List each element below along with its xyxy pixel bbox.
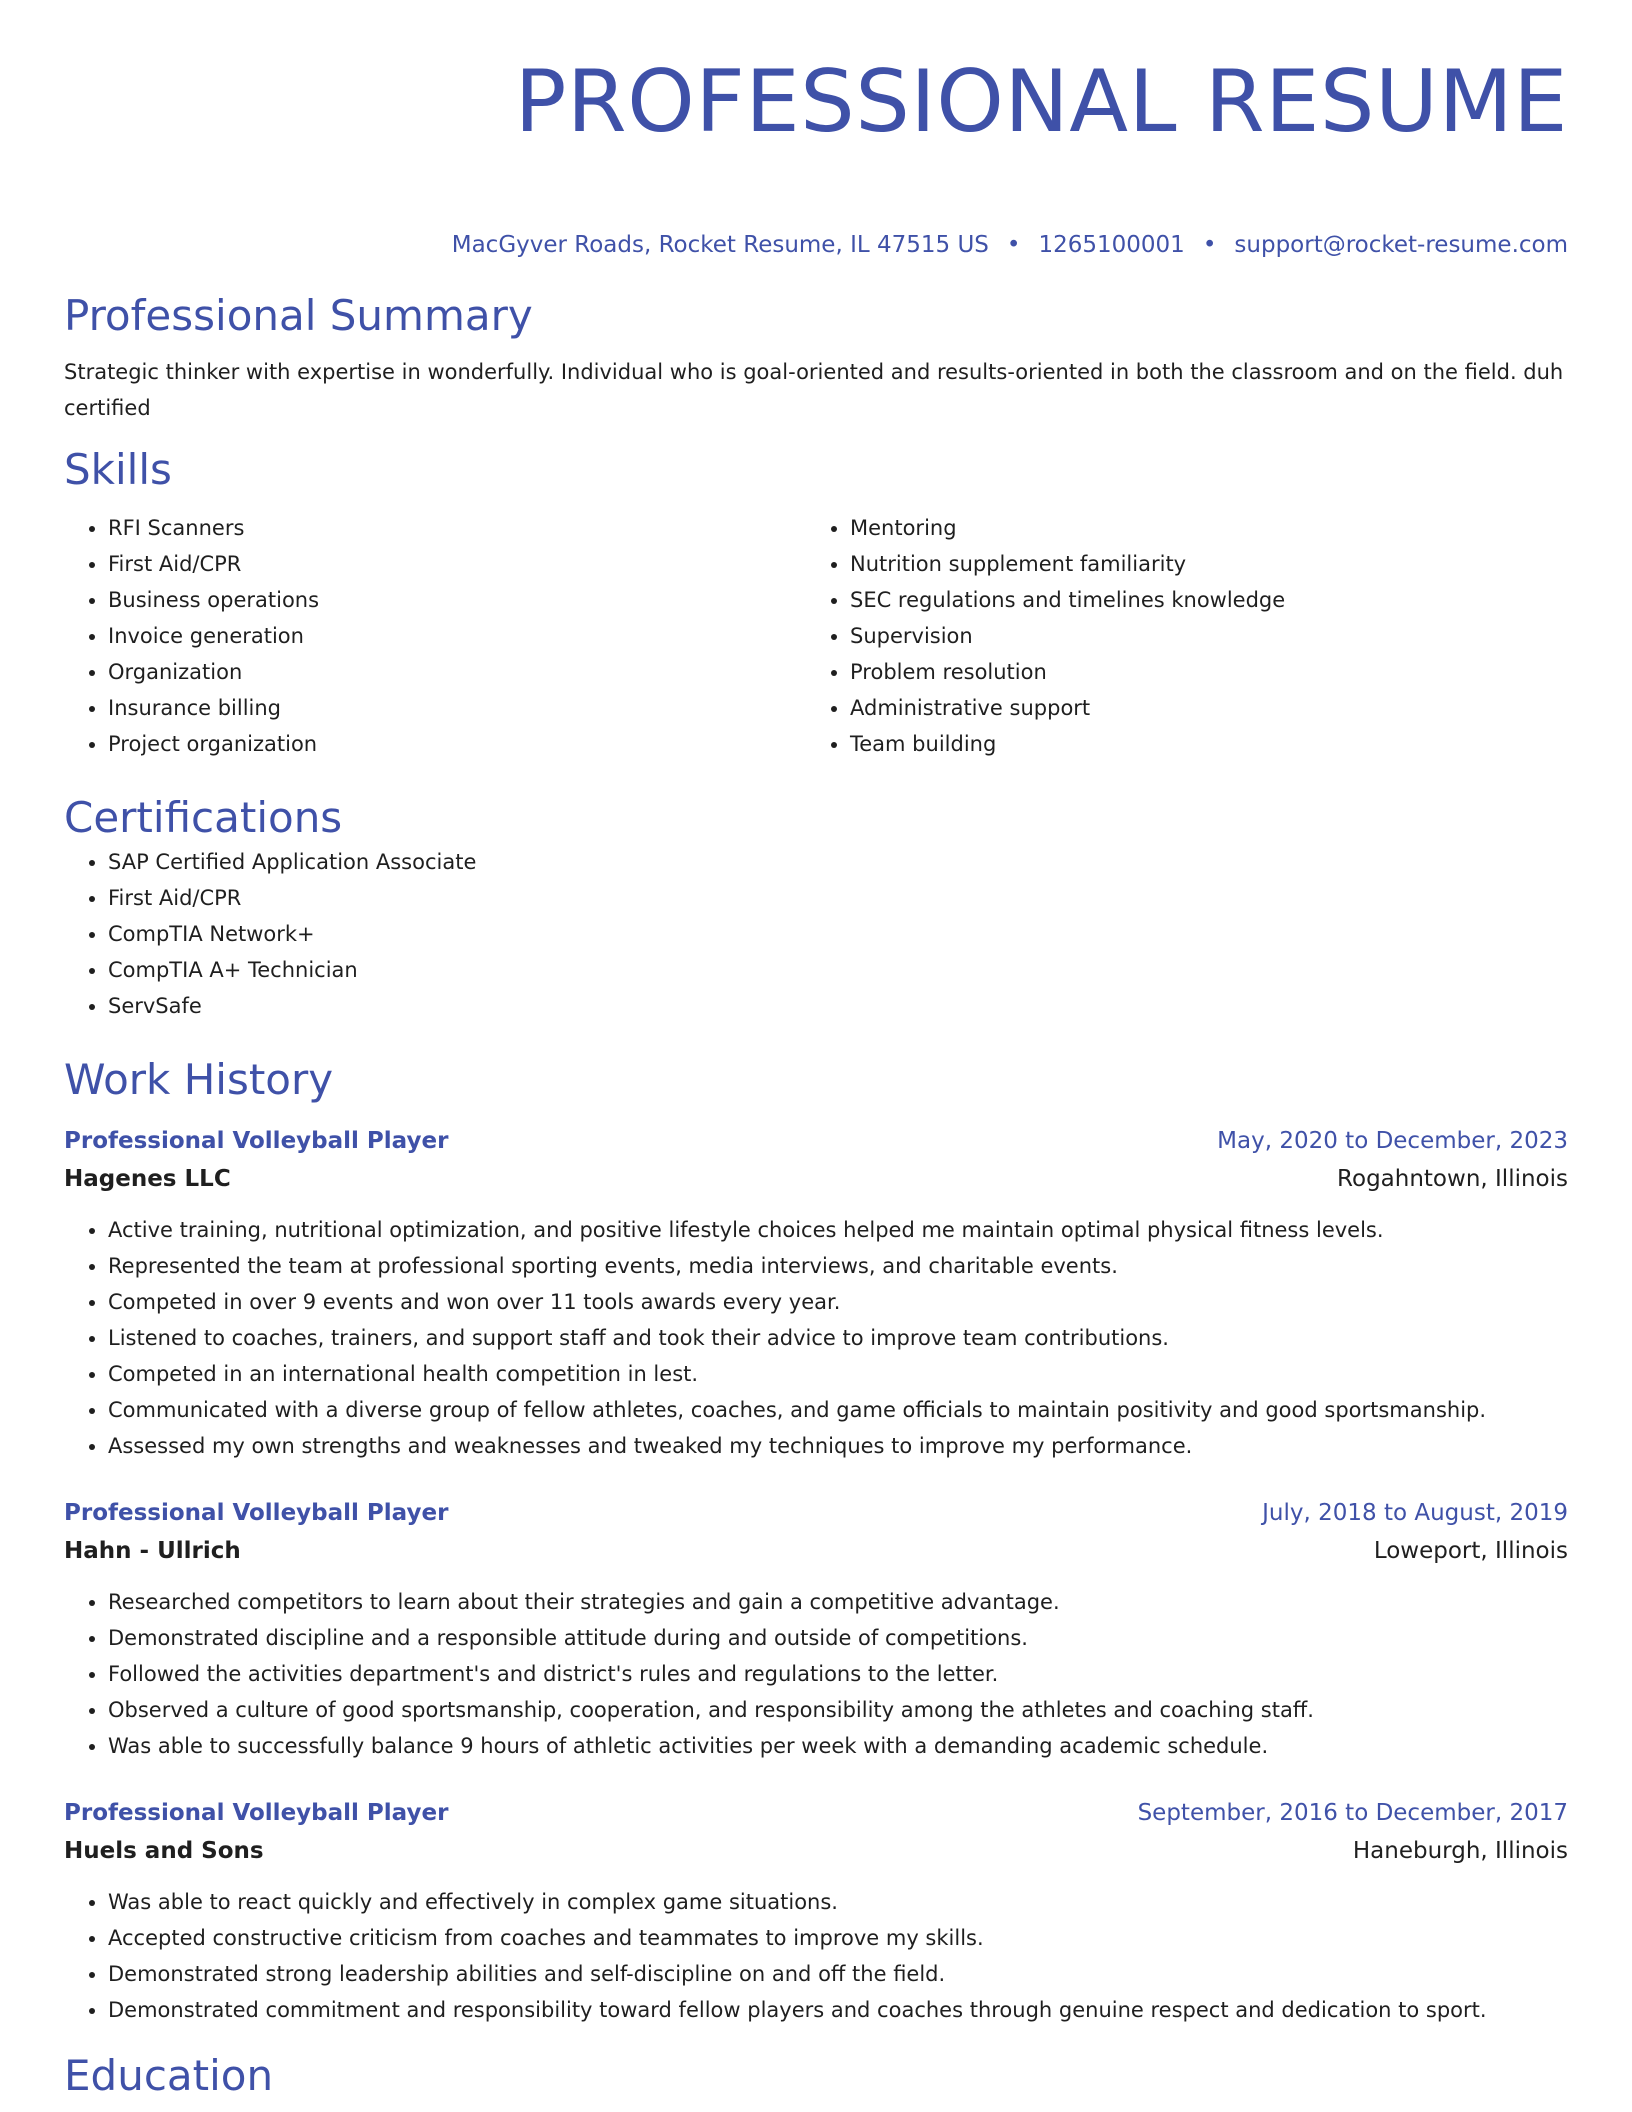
- skills-list-right: [806, 510, 1548, 762]
- job-location: Loweport, Illinois: [1373, 1538, 1568, 1564]
- skills-column-left: [64, 510, 806, 762]
- job-entry: [64, 1794, 1568, 2028]
- job-bullet: • Researched competitors to learn about their strategies and gain a competitive advantage.: [108, 1584, 1568, 1620]
- education-heading: Education: [64, 2051, 274, 2100]
- job-bullet: • Active training, nutritional optimization, and positive lifestyle choices helped me maintain optimal physical fitness levels.: [108, 1212, 1568, 1248]
- job-bullet: • Was able to successfully balance 9 hours of athletic activities per week with a demanding academic schedule.: [108, 1728, 1568, 1764]
- contact-separator: •: [1202, 232, 1217, 258]
- skill-item: • First Aid/CPR: [108, 546, 806, 582]
- job-bullets: [64, 1212, 1568, 1464]
- job-bullet: • Assessed my own strengths and weaknesses and tweaked my techniques to improve my performance.: [108, 1428, 1568, 1464]
- job-bullet: • Listened to coaches, trainers, and support staff and took their advice to improve team contributions.: [108, 1320, 1568, 1356]
- skill-item: • SEC regulations and timelines knowledge: [850, 582, 1548, 618]
- skill-item: • Organization: [108, 654, 806, 690]
- job-company: Huels and Sons: [64, 1838, 264, 1864]
- job-company: Hagenes LLC: [64, 1166, 231, 1192]
- skill-item: • Mentoring: [850, 510, 1548, 546]
- certification-item: • SAP Certified Application Associate: [108, 844, 1568, 880]
- skill-item: • Project organization: [108, 726, 806, 762]
- job-dates: September, 2016 to December, 2017: [1137, 1800, 1568, 1826]
- job-header-row: [64, 1122, 1568, 1160]
- job-bullet: • Accepted constructive criticism from coaches and teammates to improve my skills.: [108, 1920, 1568, 1956]
- job-header-row: [64, 1794, 1568, 1832]
- skill-item: • Supervision: [850, 618, 1548, 654]
- job-company: Hahn - Ullrich: [64, 1538, 241, 1564]
- job-bullet: • Communicated with a diverse group of fellow athletes, coaches, and game officials to maintain positivity and good sportsmanship.: [108, 1392, 1568, 1428]
- job-bullet: • Competed in an international health competition in lest.: [108, 1356, 1568, 1392]
- certifications-list: [64, 844, 1568, 1024]
- job-company-row: [64, 1532, 1568, 1570]
- summary-heading: Professional Summary: [64, 291, 533, 340]
- skills-grid: [64, 510, 1568, 762]
- skill-item: • Team building: [850, 726, 1548, 762]
- job-title: Professional Volleyball Player: [64, 1500, 449, 1526]
- job-bullets: [64, 1584, 1568, 1764]
- skills-list-left: [64, 510, 806, 762]
- job-bullet: • Demonstrated strong leadership abilities and self-discipline on and off the field.: [108, 1956, 1568, 1992]
- certification-item: • CompTIA A+ Technician: [108, 952, 1568, 988]
- job-location: Rogahntown, Illinois: [1337, 1166, 1568, 1192]
- job-title: Professional Volleyball Player: [64, 1800, 449, 1826]
- job-title: Professional Volleyball Player: [64, 1128, 449, 1154]
- job-company-row: [64, 1160, 1568, 1198]
- job-bullet: • Was able to react quickly and effectively in complex game situations.: [108, 1884, 1568, 1920]
- job-entry: [64, 1494, 1568, 1764]
- job-entry: [64, 1122, 1568, 1464]
- contact-line: [64, 230, 1568, 260]
- contact-email[interactable]: support@rocket-resume.com: [1234, 232, 1568, 258]
- job-header-row: [64, 1494, 1568, 1532]
- job-bullet: • Demonstrated commitment and responsibility toward fellow players and coaches through genuine respect and dedication to sport.: [108, 1992, 1568, 2028]
- skill-item: • Business operations: [108, 582, 806, 618]
- job-dates: July, 2018 to August, 2019: [1262, 1500, 1568, 1526]
- skills-column-right: [806, 510, 1548, 762]
- job-bullet: • Competed in over 9 events and won over 11 tools awards every year.: [108, 1284, 1568, 1320]
- certification-item: • ServSafe: [108, 988, 1568, 1024]
- skill-item: • Administrative support: [850, 690, 1548, 726]
- skill-item: • Problem resolution: [850, 654, 1548, 690]
- certifications-heading: Certifications: [64, 793, 343, 842]
- job-bullet: • Demonstrated discipline and a responsible attitude during and outside of competitions.: [108, 1620, 1568, 1656]
- job-dates: May, 2020 to December, 2023: [1217, 1128, 1568, 1154]
- job-company-row: [64, 1832, 1568, 1870]
- certification-item: • CompTIA Network+: [108, 916, 1568, 952]
- skill-item: • Insurance billing: [108, 690, 806, 726]
- contact-separator: •: [1006, 232, 1021, 258]
- skill-item: • Invoice generation: [108, 618, 806, 654]
- skills-heading: Skills: [64, 445, 172, 494]
- job-bullet: • Observed a culture of good sportsmanship, cooperation, and responsibility among the athletes and coaching staff.: [108, 1692, 1568, 1728]
- job-location: Haneburgh, Illinois: [1352, 1838, 1568, 1864]
- job-bullets: [64, 1884, 1568, 2028]
- skill-item: • Nutrition supplement familiarity: [850, 546, 1548, 582]
- certification-item: • First Aid/CPR: [108, 880, 1568, 916]
- summary-text: Strategic thinker with expertise in wonderfully. Individual who is goal-oriented and results-oriented in both the classroom and on the field. duh certified: [64, 360, 1564, 420]
- job-bullet: • Followed the activities department's and district's rules and regulations to the letter.: [108, 1656, 1568, 1692]
- page-title: PROFESSIONAL RESUME: [514, 52, 1568, 152]
- skill-item: • RFI Scanners: [108, 510, 806, 546]
- job-bullet: • Represented the team at professional sporting events, media interviews, and charitable events.: [108, 1248, 1568, 1284]
- work-history-heading: Work History: [64, 1055, 334, 1104]
- contact-phone: 1265100001: [1038, 232, 1185, 258]
- contact-address: MacGyver Roads, Rocket Resume, IL 47515 US: [451, 232, 989, 258]
